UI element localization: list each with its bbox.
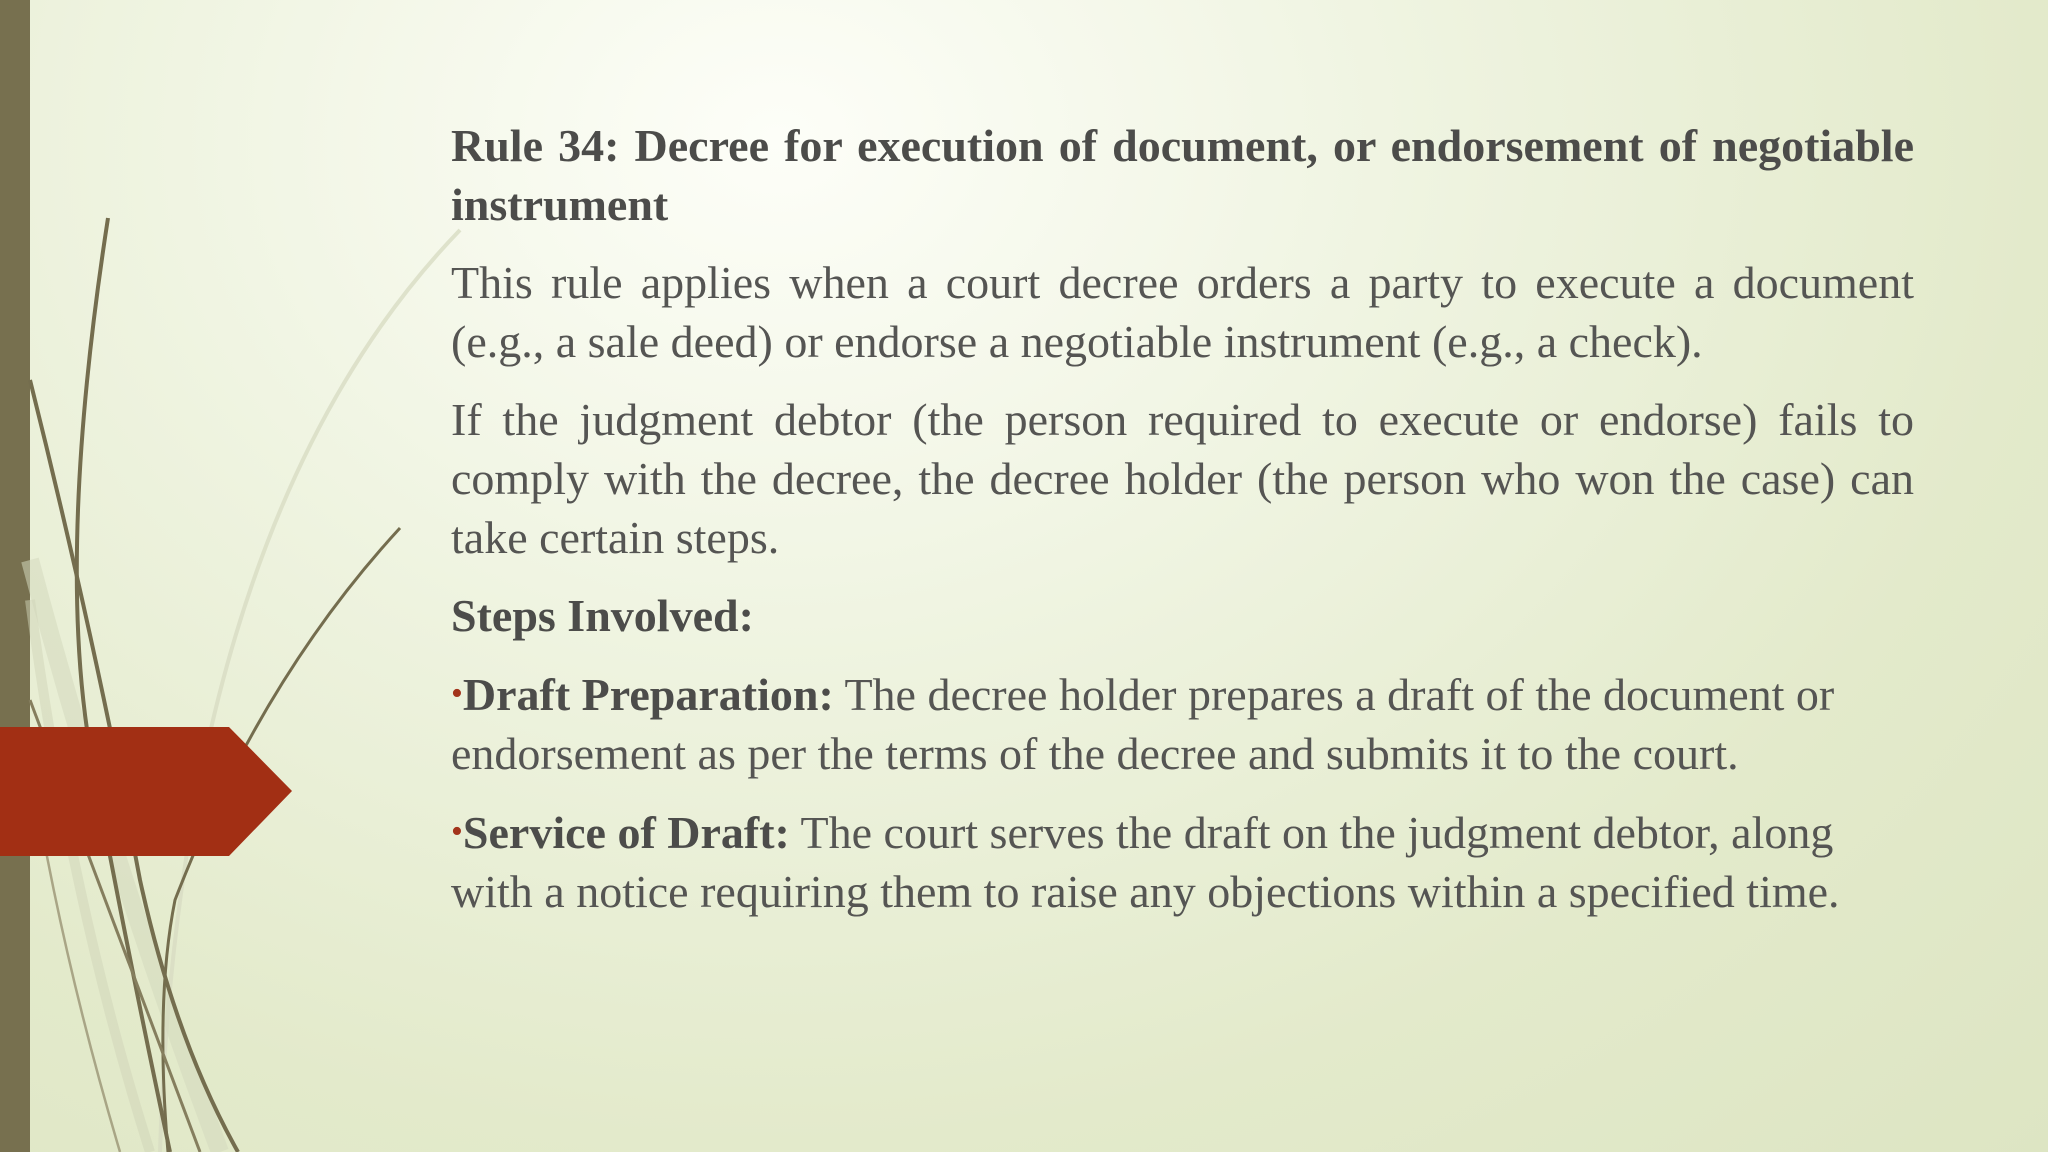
bullet-title: Service of Draft: [462, 807, 790, 858]
paragraph-2: If the judgment debtor (the person required to execute or endorse) fails to comply with the decree, the decree holder (the person who won the case) can take certain steps. [451, 394, 1914, 563]
steps-heading: Steps Involved: [451, 590, 754, 641]
bullet-title: Draft Preparation: [462, 669, 834, 720]
paragraph-1: This rule applies when a court decree orders a party to execute a document (e.g., a sale deed) or endorse a negotiable instrument (e.g., a check). [451, 257, 1914, 367]
bullet-dot: • [451, 813, 463, 850]
bullet-dot: • [451, 675, 463, 712]
bullet-text: The court serves the draft on the judgment debtor, along with a notice requiring them to raise any objections within a specified time. [451, 807, 1840, 917]
slide-title: Rule 34: Decree for execution of document, or endorsement of negotiable instrument [451, 120, 1914, 230]
bullet-item-1 [451, 664, 1914, 783]
bullet-item-2 [451, 802, 1914, 921]
bullet-text: The decree holder prepares a draft of the document or endorsement as per the terms of the decree and submits it to the court. [451, 669, 1835, 779]
slide-content [451, 116, 1914, 940]
